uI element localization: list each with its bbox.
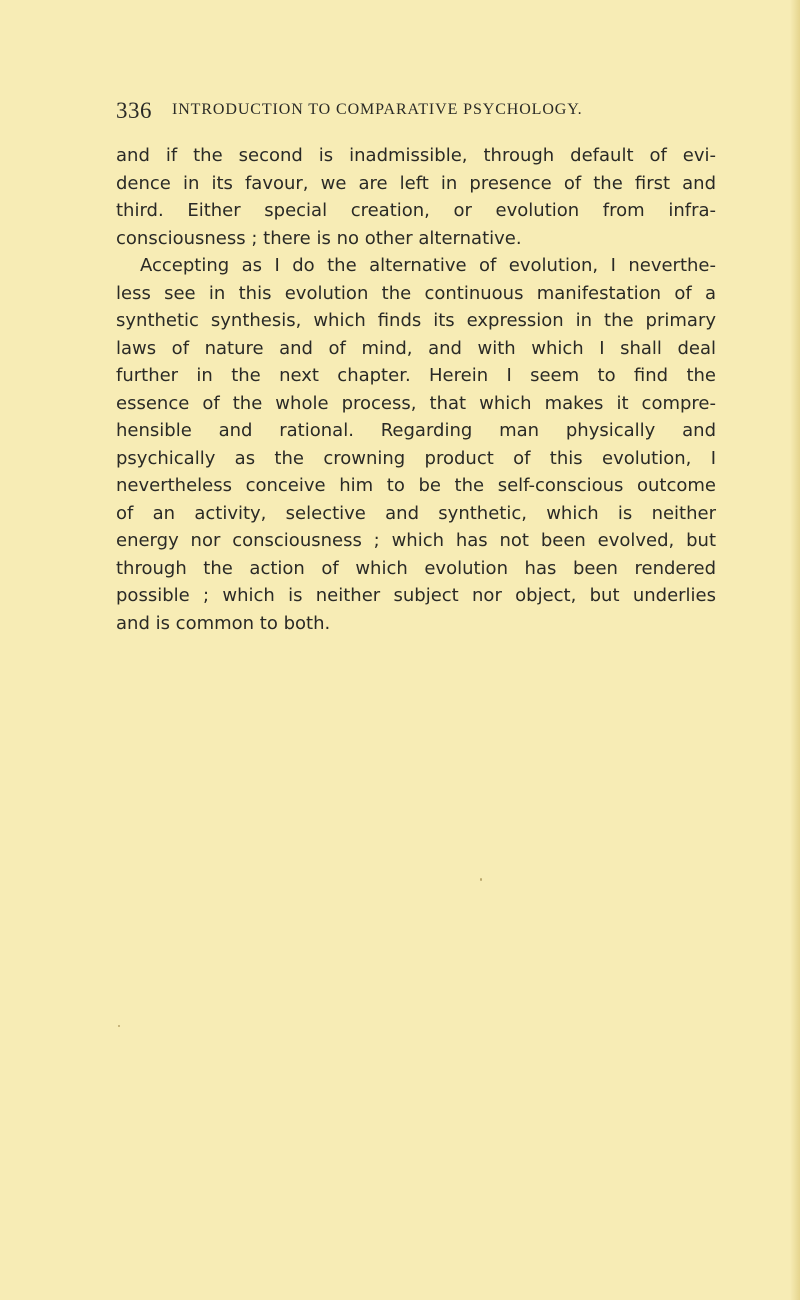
text-line: dence in its favour, we are left in presence of the first and — [116, 172, 716, 194]
text-line: laws of nature and of mind, and with which I shall deal — [116, 337, 716, 359]
text-line: essence of the whole process, that which makes it compre- — [116, 392, 716, 414]
text-line: and is common to both. — [116, 612, 331, 634]
text-line: energy nor consciousness ; which has not been evolved, but — [116, 530, 716, 551]
text-line: possible ; which is neither subject nor object, but underlies — [116, 585, 716, 606]
text-line: synthetic synthesis, which finds its expression in the primary — [116, 310, 716, 331]
text-line: through the action of which evolution has been rendered — [116, 557, 716, 579]
page-number: 336 — [116, 98, 152, 123]
text-line: of an activity, selective and synthetic, which is neither — [116, 502, 716, 524]
paper-speck — [480, 878, 482, 881]
text-line: consciousness ; there is no other alternative. — [116, 227, 522, 249]
text-line: hensible and rational. Regarding man physically and — [116, 420, 716, 441]
running-head: INTRODUCTION TO COMPARATIVE PSYCHOLOGY. — [172, 101, 583, 118]
text-line: nevertheless conceive him to be the self-conscious outcome — [116, 475, 716, 496]
page-header — [116, 98, 716, 124]
text-line: psychically as the crowning product of this evolution, I — [116, 447, 716, 469]
text-line: and if the second is inadmissible, through default of evi- — [116, 145, 716, 166]
text-line: further in the next chapter. Herein I seem to find the — [116, 365, 716, 386]
text-line: Accepting as I do the alternative of evolution, I neverthe- — [140, 255, 716, 276]
text-line: third. Either special creation, or evolution from infra- — [116, 200, 716, 221]
body-text — [116, 142, 716, 637]
paper-speck — [118, 1025, 120, 1027]
page-edge-shadow — [790, 0, 800, 1300]
text-line: less see in this evolution the continuous manifestation of a — [116, 282, 716, 304]
